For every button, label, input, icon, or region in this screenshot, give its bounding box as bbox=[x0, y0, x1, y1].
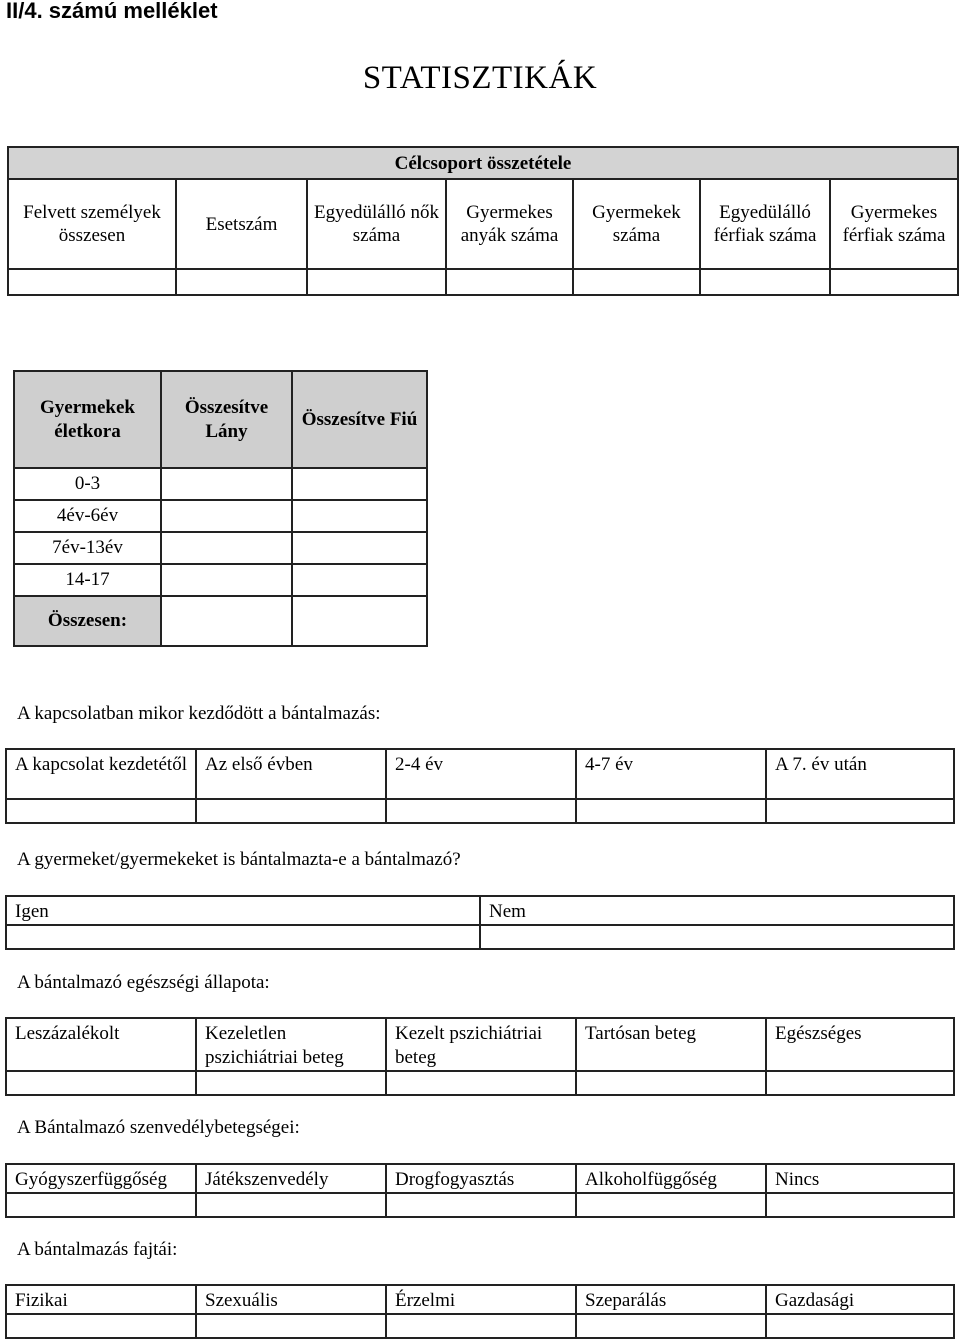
input-cell[interactable] bbox=[830, 269, 958, 295]
child-abuse-question: A gyermeket/gyermekeket is bántalmazta-e a bántalmazó? bbox=[17, 849, 461, 870]
option-label: Gyógyszerfüggőség bbox=[6, 1164, 196, 1193]
input-cell[interactable] bbox=[576, 799, 766, 823]
input-cell[interactable] bbox=[292, 500, 427, 532]
abuse-types-question: A bántalmazás fajtái: bbox=[17, 1239, 178, 1260]
column-header: Gyermekek száma bbox=[573, 179, 700, 269]
option-label: 4-7 év bbox=[576, 749, 766, 799]
option-label: Az első évben bbox=[196, 749, 386, 799]
column-header: Gyermekes anyák száma bbox=[446, 179, 573, 269]
column-header: Felvett személyek összesen bbox=[8, 179, 176, 269]
column-header: Esetszám bbox=[176, 179, 307, 269]
input-cell[interactable] bbox=[766, 1071, 954, 1095]
input-cell[interactable] bbox=[700, 269, 830, 295]
option-label: Egészséges bbox=[766, 1018, 954, 1071]
child-abuse-table bbox=[5, 895, 955, 950]
option-label: Kezelt pszichiátriai beteg bbox=[386, 1018, 576, 1071]
annex-label: II/4. számú melléklet bbox=[6, 0, 218, 23]
target-group-table bbox=[7, 146, 959, 296]
input-cell[interactable] bbox=[386, 1193, 576, 1217]
input-cell[interactable] bbox=[576, 1314, 766, 1338]
option-label: Alkoholfüggőség bbox=[576, 1164, 766, 1193]
option-label: Nem bbox=[480, 896, 954, 925]
option-label: Gazdasági bbox=[766, 1285, 954, 1314]
column-header: Egyedülálló nők száma bbox=[307, 179, 446, 269]
input-cell[interactable] bbox=[386, 1314, 576, 1338]
option-label: Szeparálás bbox=[576, 1285, 766, 1314]
abuse-start-table bbox=[5, 748, 955, 824]
option-label: Kezeletlen pszichiátriai beteg bbox=[196, 1018, 386, 1071]
age-row-label: 14-17 bbox=[14, 564, 161, 596]
input-cell[interactable] bbox=[196, 799, 386, 823]
option-label: Játékszenvedély bbox=[196, 1164, 386, 1193]
input-cell[interactable] bbox=[573, 269, 700, 295]
age-header: Gyermekek életkora bbox=[14, 371, 161, 468]
input-cell[interactable] bbox=[196, 1071, 386, 1095]
input-cell[interactable] bbox=[576, 1193, 766, 1217]
boys-header: Összesítve Fiú bbox=[292, 371, 427, 468]
target-group-header: Célcsoport összetétele bbox=[8, 147, 958, 179]
option-label: Érzelmi bbox=[386, 1285, 576, 1314]
input-cell[interactable] bbox=[196, 1193, 386, 1217]
option-label: 2-4 év bbox=[386, 749, 576, 799]
column-header: Gyermekes férfiak száma bbox=[830, 179, 958, 269]
addictions-question: A Bántalmazó szenvedélybetegségei: bbox=[17, 1117, 300, 1138]
input-cell[interactable] bbox=[161, 468, 292, 500]
age-row-label: 4év-6év bbox=[14, 500, 161, 532]
input-cell[interactable] bbox=[480, 925, 954, 949]
abuse-start-question: A kapcsolatban mikor kezdődött a bántalmazás: bbox=[17, 703, 381, 724]
page-title: STATISZTIKÁK bbox=[362, 60, 598, 96]
input-cell[interactable] bbox=[161, 596, 292, 646]
input-cell[interactable] bbox=[292, 468, 427, 500]
age-row-label: 7év-13év bbox=[14, 532, 161, 564]
abuse-types-table bbox=[5, 1284, 955, 1339]
input-cell[interactable] bbox=[161, 500, 292, 532]
input-cell[interactable] bbox=[6, 1314, 196, 1338]
input-cell[interactable] bbox=[446, 269, 573, 295]
input-cell[interactable] bbox=[766, 1314, 954, 1338]
input-cell[interactable] bbox=[766, 799, 954, 823]
input-cell[interactable] bbox=[292, 564, 427, 596]
addictions-table bbox=[5, 1163, 955, 1218]
input-cell[interactable] bbox=[292, 596, 427, 646]
total-label: Összesen: bbox=[14, 596, 161, 646]
input-cell[interactable] bbox=[292, 532, 427, 564]
option-label: Igen bbox=[6, 896, 480, 925]
option-label: Nincs bbox=[766, 1164, 954, 1193]
age-table bbox=[13, 370, 428, 647]
input-cell[interactable] bbox=[6, 1071, 196, 1095]
column-header: Egyedülálló férfiak száma bbox=[700, 179, 830, 269]
health-table bbox=[5, 1017, 955, 1096]
input-cell[interactable] bbox=[6, 799, 196, 823]
input-cell[interactable] bbox=[6, 1193, 196, 1217]
option-label: Szexuális bbox=[196, 1285, 386, 1314]
input-cell[interactable] bbox=[6, 925, 480, 949]
input-cell[interactable] bbox=[766, 1193, 954, 1217]
option-label: Leszázalékolt bbox=[6, 1018, 196, 1071]
input-cell[interactable] bbox=[386, 1071, 576, 1095]
option-label: A kapcsolat kezdetétől bbox=[6, 749, 196, 799]
age-row-label: 0-3 bbox=[14, 468, 161, 500]
input-cell[interactable] bbox=[176, 269, 307, 295]
option-label: A 7. év után bbox=[766, 749, 954, 799]
option-label: Tartósan beteg bbox=[576, 1018, 766, 1071]
option-label: Drogfogyasztás bbox=[386, 1164, 576, 1193]
input-cell[interactable] bbox=[196, 1314, 386, 1338]
option-label: Fizikai bbox=[6, 1285, 196, 1314]
input-cell[interactable] bbox=[161, 564, 292, 596]
girls-header: Összesítve Lány bbox=[161, 371, 292, 468]
input-cell[interactable] bbox=[8, 269, 176, 295]
input-cell[interactable] bbox=[386, 799, 576, 823]
health-question: A bántalmazó egészségi állapota: bbox=[17, 972, 270, 993]
input-cell[interactable] bbox=[307, 269, 446, 295]
input-cell[interactable] bbox=[576, 1071, 766, 1095]
input-cell[interactable] bbox=[161, 532, 292, 564]
